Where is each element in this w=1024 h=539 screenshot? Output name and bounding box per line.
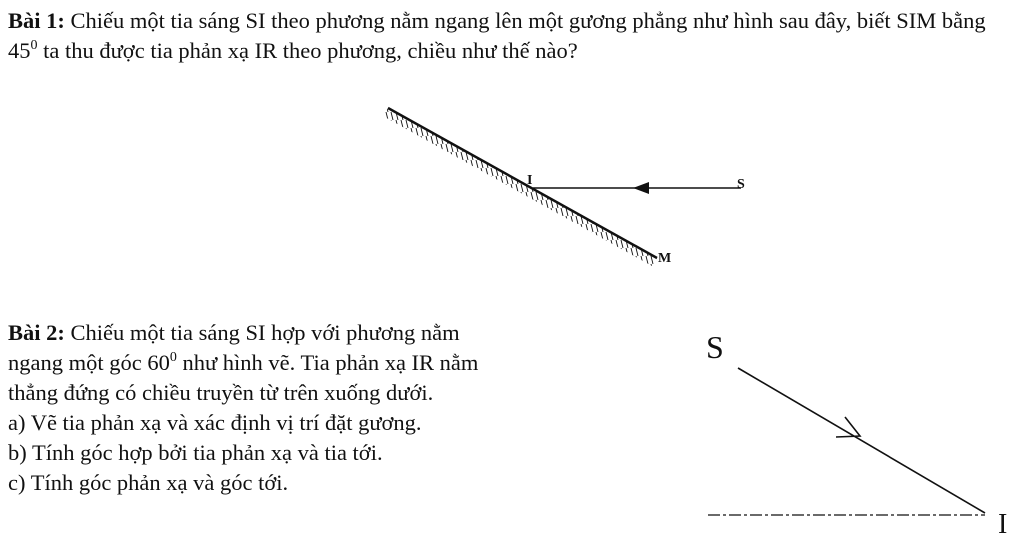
exercise-2-line2-part2: như hình vẽ. Tia phản xạ IR nằm [176, 350, 479, 375]
exercise-1-heading: Bài 1: [8, 8, 65, 33]
incident-ray-si [738, 368, 985, 513]
exercise-2-item-a: a) Vẽ tia phản xạ và xác định vị trí đặt gương. [8, 410, 422, 435]
exercise-1-degree-mark: 0 [30, 38, 38, 53]
exercise-1-text-part1: Chiếu một tia sáng SI theo phương nằm ngang lên một gương phẳng như hình sau đây, biết SIM bằng [64, 8, 986, 33]
label-point-m: M [658, 251, 672, 266]
label-point-s: S [737, 177, 745, 192]
exercise-2-line1-text: Chiếu một tia sáng SI hợp với phương nằm [64, 320, 460, 345]
exercise-2-heading: Bài 2: [8, 320, 65, 345]
exercise-2-line2-part1: ngang một góc [8, 350, 148, 375]
exercise-2-item-c: c) Tính góc phản xạ và góc tới. [8, 470, 289, 495]
label-point-s: S [706, 329, 724, 365]
exercise-2-degree-mark: 0 [169, 350, 177, 365]
exercise-1-text-part2: ta thu được tia phản xạ IR theo phương, chiều như thế nào? [37, 38, 578, 63]
exercise-1-angle-value: 45 [8, 38, 31, 63]
exercise-2-line-3: thẳng đứng có chiều truyền từ trên xuống dưới. [8, 380, 434, 405]
label-point-i: I [527, 173, 533, 188]
exercise-2-item-b: b) Tính góc hợp bởi tia phản xạ và tia tới. [8, 440, 383, 465]
label-point-i: I [998, 509, 1008, 539]
exercise-2-angle-value: 60 [147, 350, 170, 375]
